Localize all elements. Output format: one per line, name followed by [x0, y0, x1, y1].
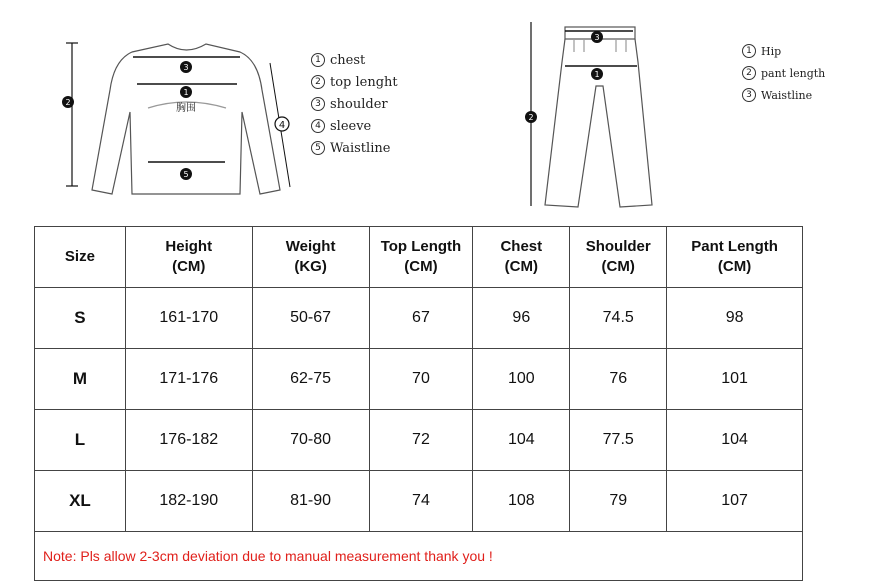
weight-cell: 81-90	[252, 471, 369, 532]
table-row	[35, 349, 803, 410]
chest-cell: 108	[473, 471, 570, 532]
pant-marker-2	[525, 111, 537, 123]
note-row	[35, 532, 803, 581]
legend-number: 1	[742, 44, 756, 58]
legend-item	[311, 49, 398, 71]
legend-number: 3	[742, 88, 756, 102]
shoulder-cell: 77.5	[570, 410, 667, 471]
deviation-note: Note: Pls allow 2-3cm deviation due to manual measurement thank you !	[35, 532, 803, 581]
size-cell: S	[35, 288, 126, 349]
top-length-cell: 72	[369, 410, 473, 471]
table-row	[35, 410, 803, 471]
legend-label: chest	[330, 52, 366, 68]
legend-number: 5	[311, 141, 325, 155]
svg-text:1: 1	[183, 88, 189, 97]
top-marker-3	[180, 61, 192, 73]
legend-label: sleeve	[330, 118, 372, 134]
top-legend	[311, 49, 398, 159]
top-marker-5	[180, 168, 192, 180]
legend-item	[311, 137, 398, 159]
chest-cell: 100	[473, 349, 570, 410]
header-chest: Chest (CM)	[473, 227, 570, 288]
top-marker-1	[180, 86, 192, 98]
legend-item	[311, 115, 398, 137]
legend-number: 2	[311, 75, 325, 89]
header-size: Size	[35, 227, 126, 288]
legend-number: 4	[311, 119, 325, 133]
top-marker-2	[62, 96, 74, 108]
weight-cell: 50-67	[252, 288, 369, 349]
legend-item	[311, 93, 398, 115]
height-cell: 161-170	[125, 288, 252, 349]
top-length-cell: 67	[369, 288, 473, 349]
legend-label: Waistline	[761, 88, 813, 102]
pant-length-cell: 104	[667, 410, 803, 471]
legend-label: pant length	[761, 66, 826, 80]
size-cell: L	[35, 410, 126, 471]
header-height: Height (CM)	[125, 227, 252, 288]
height-cell: 171-176	[125, 349, 252, 410]
size-chart-table	[34, 226, 803, 581]
shoulder-cell: 79	[570, 471, 667, 532]
legend-item	[742, 40, 825, 62]
legend-item	[742, 62, 825, 84]
garment-diagrams	[0, 0, 893, 226]
legend-item	[742, 84, 825, 106]
weight-cell: 70-80	[252, 410, 369, 471]
svg-text:3: 3	[183, 63, 189, 72]
legend-number: 2	[742, 66, 756, 80]
top-length-cell: 70	[369, 349, 473, 410]
pant-marker-1	[591, 68, 603, 80]
shoulder-cell: 74.5	[570, 288, 667, 349]
size-cell: M	[35, 349, 126, 410]
svg-text:4: 4	[278, 120, 286, 131]
top-marker-4	[275, 117, 289, 131]
legend-number: 1	[311, 53, 325, 67]
pant-length-cell: 101	[667, 349, 803, 410]
legend-number: 3	[311, 97, 325, 111]
top-length-cell: 74	[369, 471, 473, 532]
header-shoulder: Shoulder (CM)	[570, 227, 667, 288]
header-weight: Weight (KG)	[252, 227, 369, 288]
legend-label: top lenght	[330, 74, 398, 90]
height-cell: 182-190	[125, 471, 252, 532]
chest-cell: 96	[473, 288, 570, 349]
header-pant-length: Pant Length (CM)	[667, 227, 803, 288]
pant-length-cell: 107	[667, 471, 803, 532]
svg-text:2: 2	[528, 113, 534, 122]
table-row	[35, 288, 803, 349]
size-cell: XL	[35, 471, 126, 532]
table-header-row	[35, 227, 803, 288]
legend-item	[311, 71, 398, 93]
svg-text:2: 2	[65, 98, 71, 107]
pant-legend	[742, 40, 825, 106]
shoulder-cell: 76	[570, 349, 667, 410]
weight-cell: 62-75	[252, 349, 369, 410]
chest-cn-label: 胸围	[176, 103, 196, 114]
table-row	[35, 471, 803, 532]
pant-marker-3	[591, 31, 603, 43]
svg-text:3: 3	[594, 33, 600, 42]
header-top-length: Top Length (CM)	[369, 227, 473, 288]
svg-text:1: 1	[594, 70, 600, 79]
legend-label: Hip	[761, 44, 782, 58]
svg-text:5: 5	[183, 170, 189, 179]
height-cell: 176-182	[125, 410, 252, 471]
pant-length-cell: 98	[667, 288, 803, 349]
pant-illustration	[545, 27, 652, 207]
legend-label: shoulder	[330, 96, 388, 112]
legend-label: Waistline	[330, 140, 391, 156]
chest-cell: 104	[473, 410, 570, 471]
